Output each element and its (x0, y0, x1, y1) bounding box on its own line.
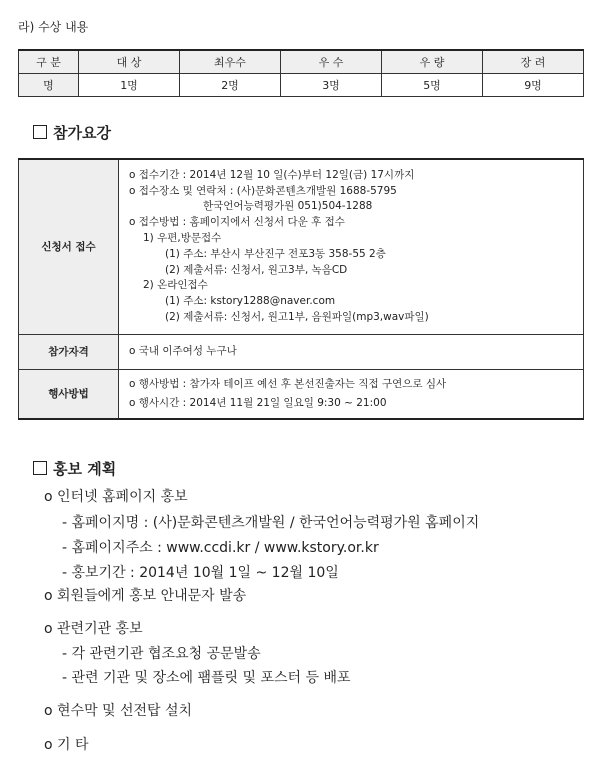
awards-header-cell: 최우수 (180, 50, 281, 74)
awards-header-cell: 우 수 (281, 50, 382, 74)
promotion-subitem: - 관련 기관 및 장소에 팸플릿 및 포스터 등 배포 (62, 670, 351, 686)
awards-count-cell: 2명 (180, 74, 281, 97)
awards-count-cell: 명 (19, 74, 79, 97)
checkbox-square-icon (33, 125, 47, 139)
application-line: o 접수기간 : 2014년 12월 10 일(수)부터 12일(금) 17시까지 (129, 168, 415, 181)
awards-header-cell: 구 분 (19, 50, 79, 74)
application-row (19, 159, 584, 334)
promotion-subitem: - 홈페이지명 : (사)문화콘텐츠개발원 / 한국언어능력평가원 홈페이지 (62, 515, 480, 531)
promotion-item: o 현수막 및 선전탑 설치 (44, 703, 193, 719)
promotion-subitem: - 각 관련기관 협조요청 공문발송 (62, 646, 261, 662)
application-line: 1) 우편,방문접수 (143, 231, 222, 244)
promotion-title (33, 458, 116, 479)
awards-count-row (19, 74, 584, 97)
awards-count-cell: 5명 (382, 74, 483, 97)
participation-title (33, 122, 111, 143)
eligibility-label: 참가자격 (19, 334, 119, 369)
awards-table (18, 49, 584, 97)
awards-header-cell: 우 량 (382, 50, 483, 74)
application-line: (2) 제출서류: 신청서, 원고1부, 음원파일(mp3,wav파일) (165, 310, 429, 323)
eligibility-content (119, 334, 584, 369)
method-line: o 행사방법 : 참가자 테이프 예선 후 본선진출자는 직접 구연으로 심사 (129, 377, 447, 390)
checkbox-square-icon (33, 461, 47, 475)
application-line: (2) 제출서류: 신청서, 원고3부, 녹음CD (165, 263, 348, 276)
application-line: o 접수방법 : 홈페이지에서 신청서 다운 후 접수 (129, 216, 345, 229)
awards-header-cell: 대 상 (79, 50, 180, 74)
application-line: (1) 주소: 부산시 부산진구 전포3동 358-55 2층 (165, 247, 386, 260)
promotion-item: o 회원들에게 홍보 안내문자 발송 (44, 588, 247, 604)
awards-count-cell: 1명 (79, 74, 180, 97)
awards-count-cell: 3명 (281, 74, 382, 97)
awards-header-cell: 장 려 (483, 50, 584, 74)
promotion-title-text: 홍보 계획 (53, 460, 117, 478)
promotion-item: o 인터넷 홈페이지 홍보 (44, 489, 188, 505)
promotion-subitem: - 홈페이지주소 : www.ccdi.kr / www.kstory.or.kr (62, 540, 379, 556)
application-line: o 접수장소 및 연락처 : (사)문화콘텐츠개발원 1688-5795 (129, 184, 397, 197)
promotion-subitem: - 홍보기간 : 2014년 10월 1일 ~ 12월 10일 (62, 565, 339, 581)
promotion-item: o 기 타 (44, 737, 89, 753)
participation-table (18, 158, 584, 420)
promotion-item: o 관련기관 홍보 (44, 621, 143, 637)
application-line: 2) 온라인접수 (143, 279, 208, 292)
awards-count-cell: 9명 (483, 74, 584, 97)
application-content (119, 159, 584, 334)
method-label: 행사방법 (19, 369, 119, 419)
method-row (19, 369, 584, 419)
awards-header-row (19, 50, 584, 74)
application-line: (1) 주소: kstory1288@naver.com (165, 295, 336, 308)
method-content (119, 369, 584, 419)
eligibility-row (19, 334, 584, 369)
method-line: o 행사시간 : 2014년 11월 21일 일요일 9:30 ~ 21:00 (129, 396, 387, 409)
awards-heading: 라) 수상 내용 (18, 20, 89, 34)
application-line: 한국언어능력평가원 051)504-1288 (203, 200, 373, 213)
participation-title-text: 참가요강 (53, 124, 111, 142)
application-label: 신청서 접수 (19, 159, 119, 334)
eligibility-text: o 국내 이주여성 누구나 (129, 344, 237, 357)
